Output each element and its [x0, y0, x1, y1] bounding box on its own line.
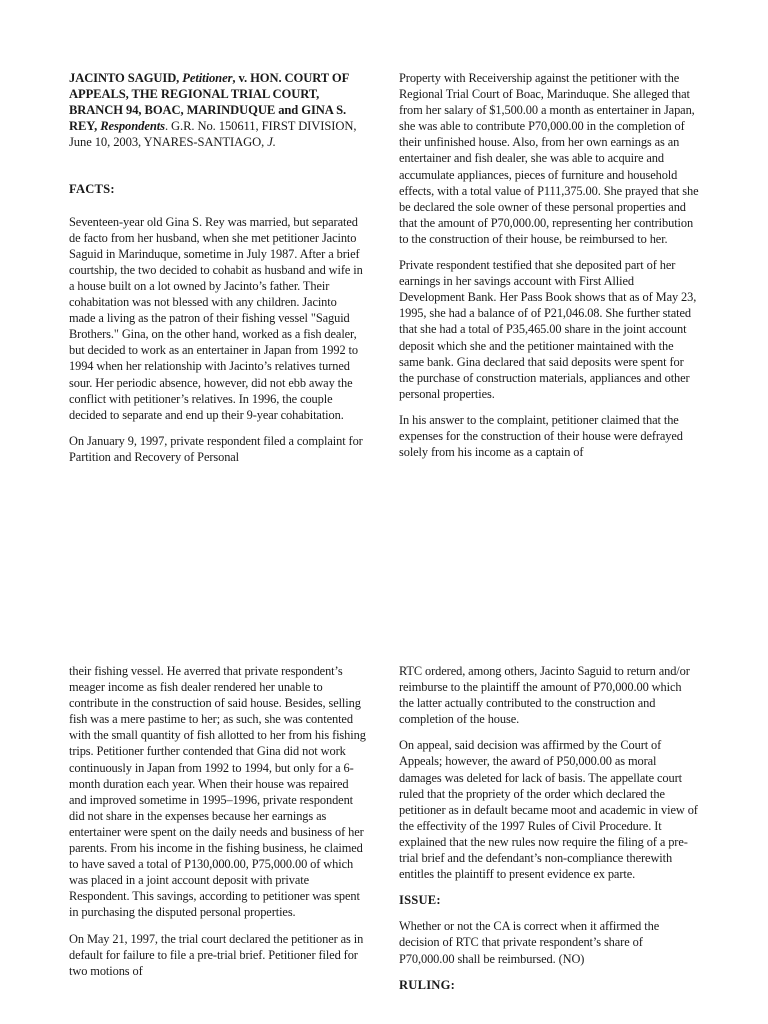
column-1-top — [69, 70, 366, 475]
petitioner-name: JACINTO SAGUID, — [69, 71, 180, 85]
issue-text: Whether or not the CA is correct when it affirmed the decision of RTC that private respondent’s share of P70,000.00 shall be reimbursed. (NO) — [399, 919, 660, 966]
case-title — [69, 70, 366, 150]
ruling-heading: RULING: — [399, 977, 455, 992]
column-1-bottom — [69, 663, 366, 989]
facts-paragraph: On January 9, 1997, private respondent filed a complaint for Partition and Recovery of Personal — [69, 433, 363, 464]
issue-heading: ISSUE: — [399, 893, 441, 908]
body-paragraph: Property with Receivership against the petitioner with the Regional Trial Court of Boac, Marinduque. She alleged that from her salary of $1,500.00 a month as entertainer in Japan, she was able to contribute P70,000.00 in the completion of their unfinished house. Also, from her own earnings as an entertainer and fish dealer, she was able to acquire and accumulate appliances, pieces of furniture and household effects, with a total value of P111,375.00. She prayed that she be declared the sole owner of these personal properties and that the amount of P70,000.00, representing her contribution to the construction of their house, be reimbursed to her. — [399, 71, 699, 246]
body-paragraph: their fishing vessel. He averred that private respondent’s meager income as fish dealer rendered her unable to contribute in the construction of said house. Besides, selling fish was a mere pastime to her; as such, she was contented with the small quantity of fish allotted to her from his fishing trips. Petitioner further contended that Gina did not work continuously in Japan from 1992 to 1994, but only for a 6-month duration each year. When their house was repaired and improved sometime in 1995–1996, private respondent did not share in the expenses because her earnings as entertainer were spent on the daily needs and business of her parents. From his income in the fishing business, he claimed to have saved a total of P130,000.00, P75,000.00 of which was placed in a joint account deposit with private Respondent. This savings, according to petitioner was spent in purchasing the disputed personal properties. — [69, 664, 366, 920]
column-2-top — [399, 70, 699, 470]
petitioner-role: Petitioner — [182, 71, 233, 85]
court-names: , v. HON. COURT OF APPEALS, THE REGIONAL TRIAL COURT, BRANCH 94, BOAC, MARINDUQUE and GINA S. REY, — [69, 71, 349, 134]
facts-paragraph: Seventeen-year old Gina S. Rey was married, but separated de facto from her husband, when she met petitioner Jacinto Saguid in Marinduque, sometime in July 1987. After a brief courtship, the two decided to cohabit as husband and wife in a house built on a lot owned by Jacinto’s father. Their cohabitation was not blessed with any children. Jacinto made a living as the patron of their fishing vessel "Saguid Brothers." Gina, on the other hand, worked as a fish dealer, but decided to work as an entertainer in Japan from 1992 to 1994 when her relationship with Jacinto’s relatives turned sour. Her periodic absence, however, did not ebb away the conflict with petitioner’s relatives. In 1996, the couple decided to separate and end up their 9-year cohabitation. — [69, 214, 363, 422]
body-paragraph: On May 21, 1997, the trial court declared the petitioner as in default for failure to file a pre-trial brief. Petitioner filed for two motions of — [69, 931, 364, 978]
ponente: J. — [267, 135, 276, 150]
case-citation: . G.R. No. 150611, FIRST DIVISION, June 10, 2003, YNARES-SANTIAGO, — [69, 119, 357, 150]
respondents-role: Respondents — [100, 119, 165, 134]
body-paragraph: On appeal, said decision was affirmed by the Court of Appeals; however, the award of P50,000.00 as moral damages was deleted for lack of basis. The appellate court ruled that the propriety of the order which declared the petitioner as in default became moot and academic in view of the effectivity of the 1997 Rules of Civil Procedure. It explained that the new rules now require the filing of a pre-trial brief and the defendant’s non-compliance therewith entitles the plaintiff to present evidence ex parte. — [399, 738, 698, 882]
body-paragraph: RTC ordered, among others, Jacinto Saguid to return and/or reimburse to the plaintiff the amount of P70,000.00 which the latter actually contributed to the construction and completion of the house. — [399, 664, 690, 727]
column-2-bottom — [399, 663, 699, 1003]
body-paragraph: Private respondent testified that she deposited part of her earnings in her savings account with First Allied Development Bank. Her Pass Book shows that as of May 23, 1995, she had a balance of of P21,046.08. She further stated that she had a total of P35,465.00 share in the joint account deposit which she and the petitioner maintained with the same bank. Gina declared that said deposits were spent for the purchase of construction materials, appliances and other personal properties. — [399, 258, 697, 401]
facts-heading: FACTS: — [69, 182, 115, 197]
body-paragraph: In his answer to the complaint, petitioner claimed that the expenses for the construction of their house were defrayed solely from his income as a captain of — [399, 412, 683, 460]
